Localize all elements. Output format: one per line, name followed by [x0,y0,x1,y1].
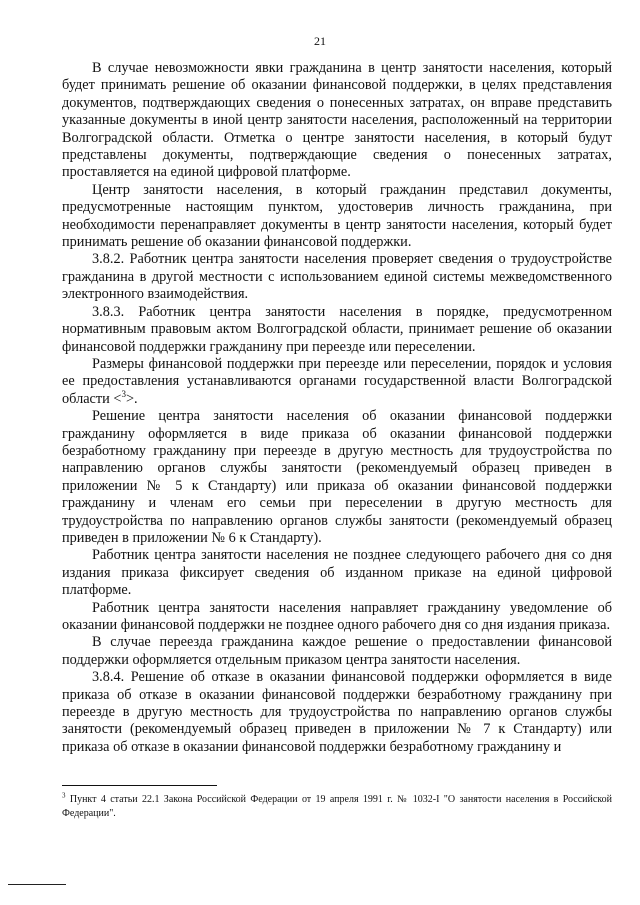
paragraph: Центр занятости населения, в который гражданин представил документы, предусмотренные настоящим пунктом, удостоверив личность гражданина, при необходимости перенаправляет документы в центр занятости населения, который будет принимать решение об оказании финансовой поддержки. [62,181,612,251]
footnote-divider [62,785,217,786]
paragraph: Работник центра занятости населения не позднее следующего рабочего дня со дня издания приказа фиксирует сведения об изданном приказе на единой цифровой платформе. [62,547,612,599]
footnote-mark: 3 [62,791,66,800]
footnote-reference[interactable]: 3 [121,388,126,399]
paragraph-text: Размеры финансовой поддержки при переезде или переселении, порядок и условия ее предоставления устанавливаются органами государственной власти Волгоградской области [62,355,612,407]
footnote [62,793,612,820]
footnote-bracket-close: >. [125,390,138,407]
page-number: 21 [314,34,326,48]
paragraph: 3.8.4. Решение об отказе в оказании финансовой поддержки оформляется в виде приказа об отказе в оказании финансовой поддержки безработному гражданину при переезде в другую местность для трудоустройства по направлению органов службы занятости (рекомендуемый образец приведен в приложении № 7 к Стандарту) или приказа об отказе в оказании финансовой поддержки безработному гражданину и [62,669,612,755]
paragraph: 3.8.3. Работник центра занятости населения в порядке, предусмотренном нормативным правовым актом Волгоградской области, принимает решение об оказании финансовой поддержки гражданину при переезде или переселении. [62,303,612,355]
paragraph: Решение центра занятости населения об оказании финансовой поддержки гражданину оформляется в виде приказа об оказании финансовой поддержки безработному гражданину при переезде в другую местность для трудоустройства по направлению органов службы занятости (рекомендуемый образец приведен в приложении № 5 к Стандарту) или приказа об оказании финансовой поддержки гражданину и членам его семьи при переселении в другую местность для трудоустройства по направлению органов службы занятости (рекомендуемый образец приведен в приложении № 6 к Стандарту). [62,408,612,546]
document-body [62,60,612,756]
paragraph-with-footnote [62,356,612,408]
footnote-bracket-open: < [113,390,122,407]
paragraph: Работник центра занятости населения направляет гражданину уведомление об оказании финансовой поддержки не позднее одного рабочего дня со дня издания приказа. [62,599,612,633]
paragraph: В случае невозможности явки гражданина в центр занятости населения, который будет принимать решение об оказании финансовой поддержки, в целях представления документов, подтверждающих сведения о понесенных затратах, он вправе представить указанные документы в иной центр занятости населения, расположенный на территории Волгоградской области. Отметка о центре занятости населения, в который будут представлены документы, подтверждающие сведения о понесенных затратах, проставляется на единой цифровой платформе. [62,60,612,181]
footnote-text: Пункт 4 статьи 22.1 Закона Российской Федерации от 19 апреля 1991 г. № 1032-I "О занятости населения в Российской Федерации". [62,794,613,819]
bottom-divider [8,884,66,885]
paragraph: 3.8.2. Работник центра занятости населения проверяет сведения о трудоустройстве гражданина в другой местности с использованием единой системы межведомственного электронного взаимодействия. [62,251,612,303]
paragraph: В случае переезда гражданина каждое решение о предоставлении финансовой поддержки оформляется отдельным приказом центра занятости населения. [62,634,612,668]
